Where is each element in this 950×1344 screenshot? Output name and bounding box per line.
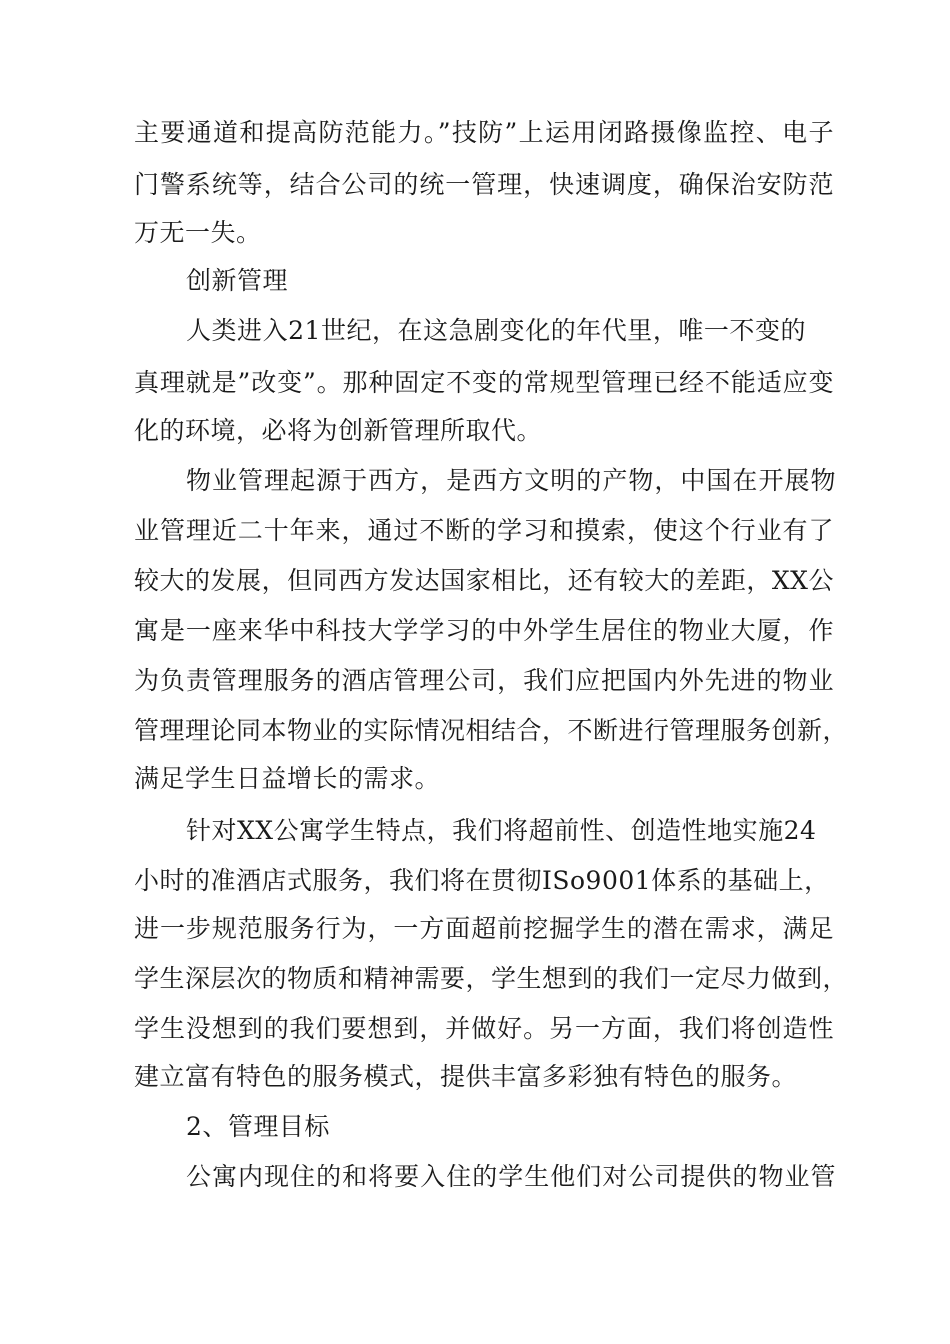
paragraph-line: 较大的发展，但同西方发达国家相比，还有较大的差距，XX公	[134, 566, 834, 595]
section-heading: 创新管理	[186, 266, 289, 295]
paragraph-line: 为负责管理服务的酒店管理公司，我们应把国内外先进的物业	[134, 666, 834, 695]
paragraph-line: 人类进入21世纪，在这急剧变化的年代里，唯一不变的	[186, 316, 806, 345]
paragraph-line: 业管理近二十年来，通过不断的学习和摸索，使这个行业有了	[134, 516, 834, 545]
paragraph-line: 万无一失。	[134, 218, 262, 247]
paragraph-line: 学生没想到的我们要想到，并做好。另一方面，我们将创造性	[134, 1014, 834, 1043]
paragraph-line: 化的环境，必将为创新管理所取代。	[134, 416, 543, 445]
section-heading: 2、管理目标	[186, 1112, 330, 1141]
paragraph-line: 门警系统等，结合公司的统一管理，快速调度，确保治安防范	[134, 170, 834, 199]
paragraph-line: 管理理论同本物业的实际情况相结合，不断进行管理服务创新，	[134, 716, 849, 745]
paragraph-line: 真理就是”改变”。那种固定不变的常规型管理已经不能适应变	[134, 368, 834, 397]
paragraph-line: 进一步规范服务行为，一方面超前挖掘学生的潜在需求，满足	[134, 914, 834, 943]
paragraph-line: 小时的准酒店式服务，我们将在贯彻ISo9001体系的基础上，	[134, 866, 830, 895]
paragraph-line: 主要通道和提高防范能力。”技防”上运用闭路摄像监控、电子	[134, 118, 834, 147]
paragraph-line: 物业管理起源于西方，是西方文明的产物，中国在开展物	[186, 466, 836, 495]
paragraph-line: 建立富有特色的服务模式，提供丰富多彩独有特色的服务。	[134, 1062, 798, 1091]
paragraph-line: 满足学生日益增长的需求。	[134, 764, 441, 793]
paragraph-line: 公寓内现住的和将要入住的学生他们对公司提供的物业管	[186, 1162, 836, 1191]
paragraph-line: 针对XX公寓学生特点，我们将超前性、创造性地实施24	[186, 816, 817, 845]
paragraph-line: 寓是一座来华中科技大学学习的中外学生居住的物业大厦，作	[134, 616, 834, 645]
paragraph-line: 学生深层次的物质和精神需要，学生想到的我们一定尽力做到，	[134, 964, 849, 993]
